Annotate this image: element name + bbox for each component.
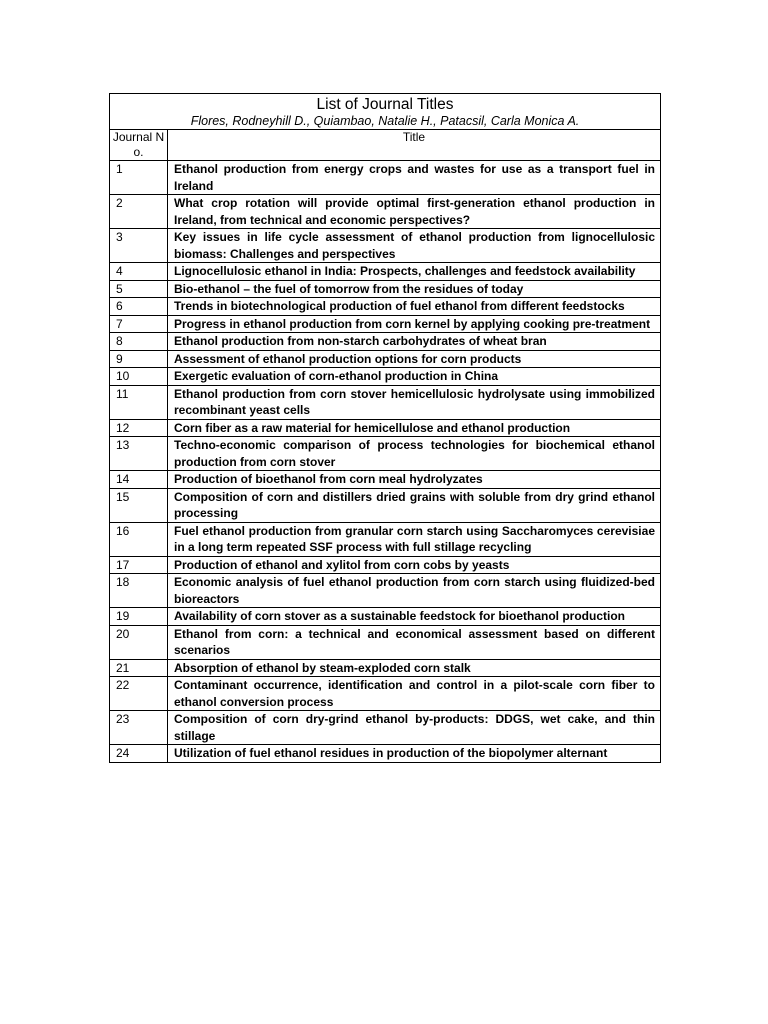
journal-number: 7: [110, 315, 168, 333]
table-row: [110, 195, 661, 229]
journal-number: 24: [110, 745, 168, 763]
journal-number: 20: [110, 625, 168, 659]
journal-title: Ethanol production from corn stover hemicellulosic hydrolysate using immobilized recombinant yeast cells: [168, 385, 661, 419]
journal-number: 19: [110, 608, 168, 626]
table-row: [110, 488, 661, 522]
journal-number: 15: [110, 488, 168, 522]
table-row: [110, 471, 661, 489]
table-row: [110, 745, 661, 763]
journal-titles-table: [109, 93, 661, 763]
table-header-row: [110, 94, 661, 130]
table-row: [110, 522, 661, 556]
journal-title: Production of bioethanol from corn meal hydrolyzates: [168, 471, 661, 489]
table-row: [110, 419, 661, 437]
journal-number: 21: [110, 659, 168, 677]
journal-number: 3: [110, 229, 168, 263]
table-row: [110, 161, 661, 195]
table-row: [110, 659, 661, 677]
table-row: [110, 333, 661, 351]
journal-number: 10: [110, 368, 168, 386]
table-row: [110, 315, 661, 333]
journal-number: 16: [110, 522, 168, 556]
journal-number: 4: [110, 263, 168, 281]
table-row: [110, 280, 661, 298]
journal-number: 17: [110, 556, 168, 574]
journal-title: Progress in ethanol production from corn kernel by applying cooking pre-treatment: [168, 315, 661, 333]
journal-title: Exergetic evaluation of corn-ethanol production in China: [168, 368, 661, 386]
journal-number: 5: [110, 280, 168, 298]
journal-title: Composition of corn dry-grind ethanol by-products: DDGS, wet cake, and thin stillage: [168, 711, 661, 745]
journal-title: Absorption of ethanol by steam-exploded corn stalk: [168, 659, 661, 677]
column-header-row: [110, 130, 661, 161]
table-row: [110, 368, 661, 386]
journal-number: 6: [110, 298, 168, 316]
journal-title: Economic analysis of fuel ethanol production from corn starch using fluidized-bed bioreactors: [168, 574, 661, 608]
column-header-title: Title: [168, 130, 661, 161]
journal-title: Availability of corn stover as a sustainable feedstock for bioethanol production: [168, 608, 661, 626]
journal-number: 11: [110, 385, 168, 419]
table-row: [110, 608, 661, 626]
table-row: [110, 385, 661, 419]
journal-title: Techno-economic comparison of process technologies for biochemical ethanol production from corn stover: [168, 437, 661, 471]
table-row: [110, 677, 661, 711]
table-row: [110, 625, 661, 659]
table-row: [110, 350, 661, 368]
journal-number: 22: [110, 677, 168, 711]
document-title: List of Journal Titles: [316, 96, 454, 113]
journal-title: Lignocellulosic ethanol in India: Prospects, challenges and feedstock availability: [168, 263, 661, 281]
journal-title: Ethanol production from energy crops and wastes for use as a transport fuel in Ireland: [168, 161, 661, 195]
journal-title: Ethanol production from non-starch carbohydrates of wheat bran: [168, 333, 661, 351]
journal-title: Composition of corn and distillers dried grains with soluble from dry grind ethanol processing: [168, 488, 661, 522]
journal-title: Contaminant occurrence, identification and control in a pilot-scale corn fiber to ethanol conversion process: [168, 677, 661, 711]
journal-number: 8: [110, 333, 168, 351]
journal-title: Corn fiber as a raw material for hemicellulose and ethanol production: [168, 419, 661, 437]
journal-number: 1: [110, 161, 168, 195]
journal-title: Production of ethanol and xylitol from corn cobs by yeasts: [168, 556, 661, 574]
table-row: [110, 229, 661, 263]
table-row: [110, 574, 661, 608]
journal-title: Bio-ethanol – the fuel of tomorrow from the residues of today: [168, 280, 661, 298]
document-authors: Flores, Rodneyhill D., Quiambao, Natalie H., Patacsil, Carla Monica A.: [190, 114, 580, 128]
table-heading-cell: [110, 94, 661, 130]
journal-number: 9: [110, 350, 168, 368]
table-body: [110, 94, 661, 763]
journal-number: 23: [110, 711, 168, 745]
journal-title: What crop rotation will provide optimal first-generation ethanol production in Ireland, from technical and economic perspectives?: [168, 195, 661, 229]
journal-title: Key issues in life cycle assessment of ethanol production from lignocellulosic biomass: Challenges and perspectives: [168, 229, 661, 263]
journal-title: Trends in biotechnological production of fuel ethanol from different feedstocks: [168, 298, 661, 316]
journal-title: Assessment of ethanol production options for corn products: [168, 350, 661, 368]
column-header-number: Journal No.: [110, 130, 168, 161]
journal-title: Fuel ethanol production from granular corn starch using Saccharomyces cerevisiae in a long term repeated SSF process with full stillage recycling: [168, 522, 661, 556]
table-row: [110, 711, 661, 745]
table-row: [110, 263, 661, 281]
journal-title: Ethanol from corn: a technical and economical assessment based on different scenarios: [168, 625, 661, 659]
journal-number: 18: [110, 574, 168, 608]
journal-title: Utilization of fuel ethanol residues in production of the biopolymer alternant: [168, 745, 661, 763]
table-row: [110, 556, 661, 574]
journal-number: 12: [110, 419, 168, 437]
journal-number: 2: [110, 195, 168, 229]
table-row: [110, 298, 661, 316]
journal-number: 13: [110, 437, 168, 471]
table-row: [110, 437, 661, 471]
journal-number: 14: [110, 471, 168, 489]
